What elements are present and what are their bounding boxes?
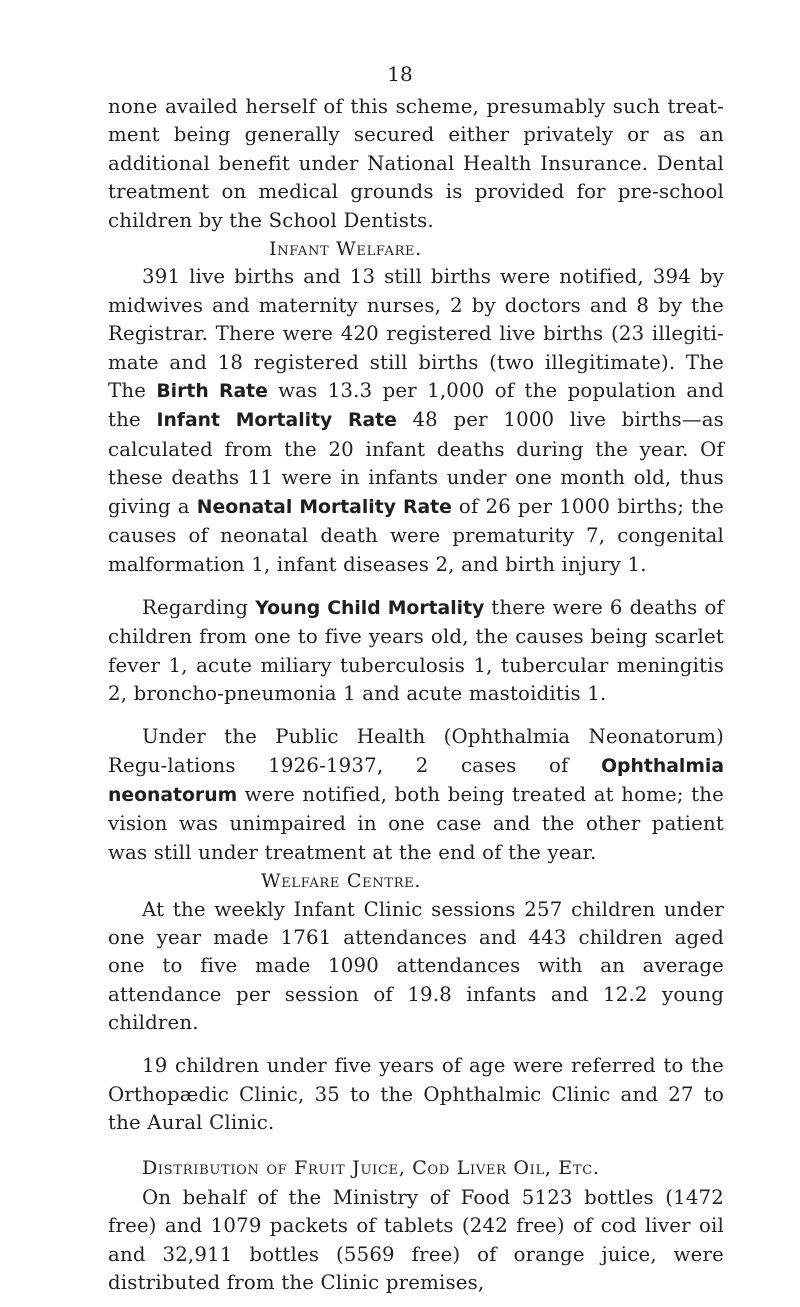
term-infant-mortality-rate: Infant Mortality Rate xyxy=(156,410,397,432)
section-heading-welfare-centre: Welfare Centre. xyxy=(261,870,422,893)
welfare-centre-paragraph-clinic: At the weekly Infant Clinic sessions 257 children under one year made 1761 attendances and 443 children aged one to five made 1090 attendances with an average attendance per session of 19.8 infants and 12.2 young children. xyxy=(108,897,724,1035)
distribution-paragraph: On behalf of the Ministry of Food 5123 bottles (1472 free) and 1079 packets of tablets (242 free) of cod liver oil and 32,911 bottles (5569 free) of orange juice, were distributed from the Clinic premises, xyxy=(108,1186,724,1295)
term-young-child-mortality: Young Child Mortality xyxy=(255,597,485,619)
term-ophthalmia-neonatorum: Ophthalmia neonatorum xyxy=(108,755,724,806)
welfare-centre-paragraph-referrals: 19 children under five years of age were referred to the Orthopædic Clinic, 35 to the Ophthalmic Clinic and 27 to the Aural Clinic. xyxy=(108,1054,724,1135)
continuation-paragraph: none availed herself of this scheme, presumably such treat-ment being generally secured either privately or as an additional benefit under National Health Insurance. Dental treatment on medical grounds is provided for pre-school children by the School Dentists. xyxy=(108,95,724,232)
infant-welfare-paragraph-ophthalmia: Under the Public Health (Ophthalmia Neonatorum) Regu-lations 1926-1937, 2 cases of Ophthalmia neonatorum were notified, both being treated at home; the vision was unimpaired in one case and the other patient was still under treatment at the end of the year. xyxy=(108,725,724,864)
section-heading-distribution: Distribution of Fruit Juice, Cod Liver Oil, Etc. xyxy=(142,1156,600,1179)
term-neonatal-mortality-rate: Neonatal Mortality Rate xyxy=(196,496,452,518)
section-heading-infant-welfare: Infant Welfare. xyxy=(269,238,422,261)
infant-welfare-paragraph-births: 391 live births and 13 still births were notified, 394 by midwives and maternity nurses, 2 by doctors and 8 by the Registrar. There were 420 registered live births (23 illegiti-mate and 18 registered still births (two illegitimate). The The Birth Rate was 13.3 per 1,000 of the population and the Infant Mortality Rate 48 per 1000 live births—as calculated from the 20 infant deaths during the year. Of these deaths 11 were in infants under one month old, thus giving a Neonatal Mortality Rate of 26 per 1000 births; the causes of neonatal death were prematurity 7, congenital malformation 1, infant diseases 2, and birth injury 1. xyxy=(108,265,725,576)
infant-welfare-paragraph-young-child: Regarding Young Child Mortality there were 6 deaths of children from one to five years old, the causes being scarlet fever 1, acute miliary tuberculosis 1, tubercular meningitis 2, broncho-pneumonia 1 and acute mastoiditis 1. xyxy=(108,595,724,705)
term-birth-rate: Birth Rate xyxy=(156,381,268,403)
page-number: 18 xyxy=(387,62,413,86)
body-text xyxy=(108,93,724,1298)
